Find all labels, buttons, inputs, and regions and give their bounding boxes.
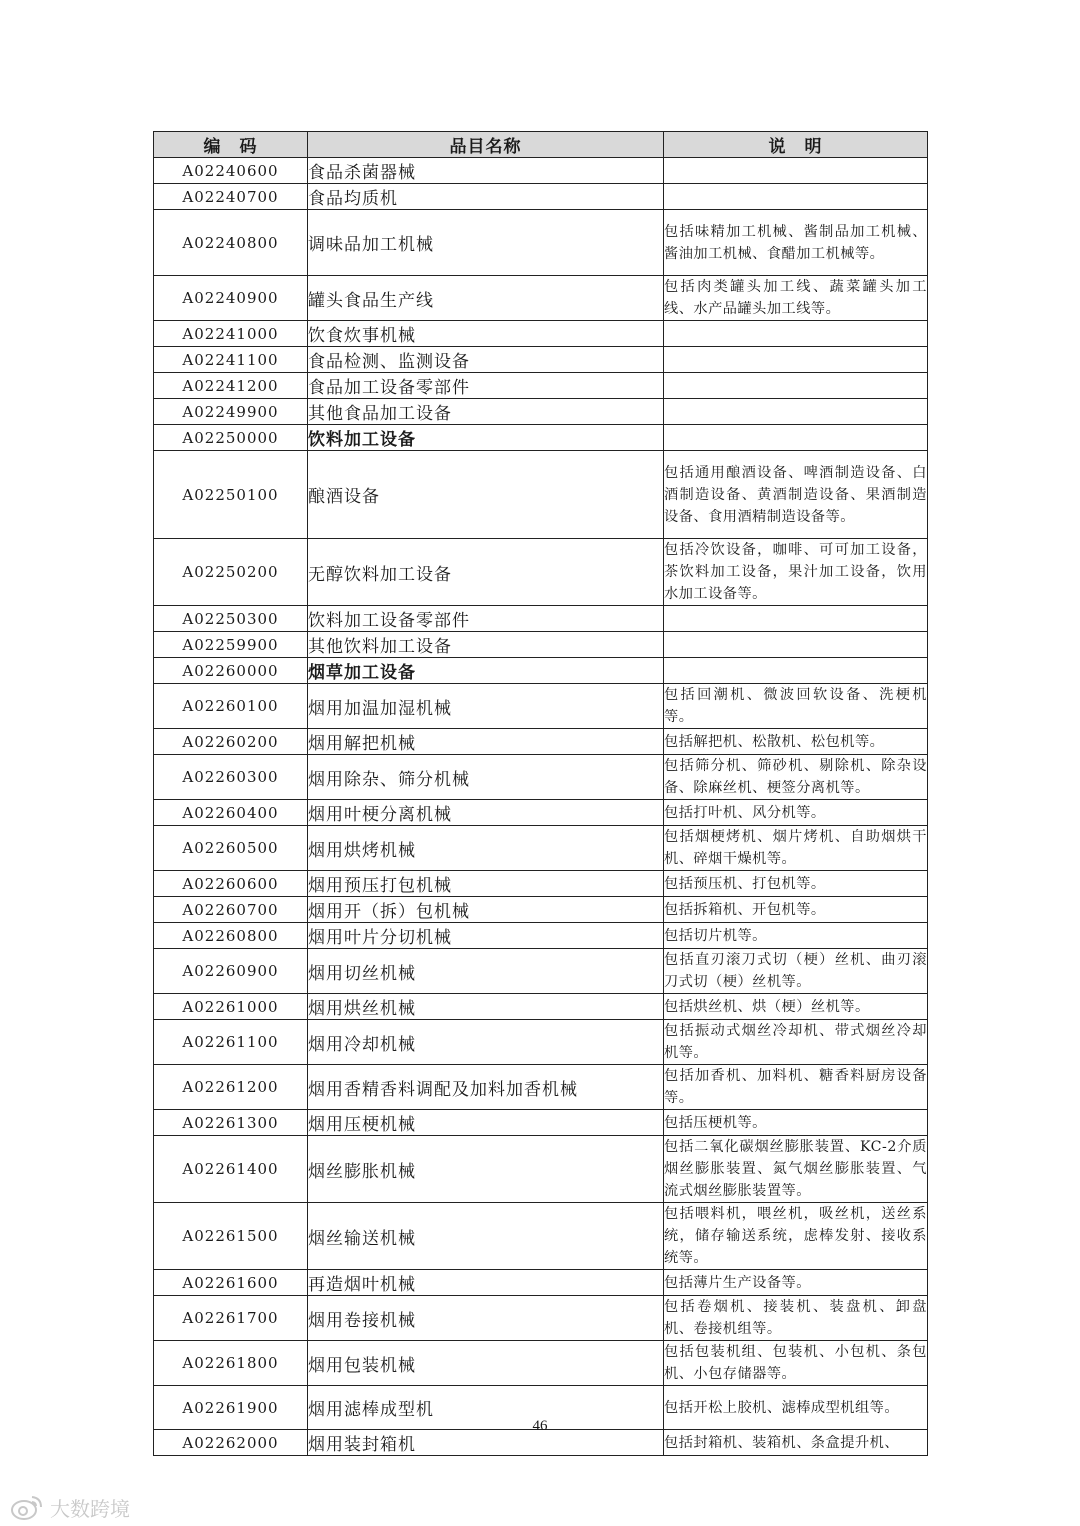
row-code: A02241000 (154, 321, 308, 347)
row-item-name: 调味品加工机械 (308, 210, 664, 276)
row-code: A02240700 (154, 184, 308, 210)
table-row (154, 1136, 928, 1203)
table-row (154, 994, 928, 1020)
table-row (154, 425, 928, 451)
row-code: A02261600 (154, 1270, 308, 1296)
row-note (664, 399, 928, 425)
table-row (154, 606, 928, 632)
row-item-name: 烟用包装机械 (308, 1341, 664, 1386)
row-item-name: 烟用装封箱机 (308, 1430, 664, 1456)
row-item-name: 其他食品加工设备 (308, 399, 664, 425)
row-item-name: 无醇饮料加工设备 (308, 539, 664, 606)
row-note: 包括切片机等。 (664, 923, 928, 949)
row-note: 包括拆箱机、开包机等。 (664, 897, 928, 923)
row-code: A02261400 (154, 1136, 308, 1203)
table-row (154, 897, 928, 923)
row-note: 包括开松上胶机、滤棒成型机组等。 (664, 1386, 928, 1430)
row-note: 包括薄片生产设备等。 (664, 1270, 928, 1296)
row-code: A02261300 (154, 1110, 308, 1136)
row-note: 包括通用酿酒设备、啤酒制造设备、白酒制造设备、黄酒制造设备、果酒制造设备、食用酒精制造设备等。 (664, 451, 928, 539)
page-number: 46 (532, 1418, 548, 1434)
row-code: A02261800 (154, 1341, 308, 1386)
row-code: A02240600 (154, 158, 308, 184)
catalog-table (153, 131, 928, 1456)
row-item-name: 酿酒设备 (308, 451, 664, 539)
table-header-row (154, 132, 928, 158)
row-code: A02260500 (154, 826, 308, 871)
row-note (664, 632, 928, 658)
row-item-name: 烟用烘烤机械 (308, 826, 664, 871)
table-row (154, 632, 928, 658)
row-code: A02260100 (154, 684, 308, 729)
row-code: A02240900 (154, 276, 308, 321)
row-item-name: 食品加工设备零部件 (308, 373, 664, 399)
header-note: 说 明 (664, 132, 928, 158)
table-row (154, 1296, 928, 1341)
row-note: 包括包装机组、包装机、小包机、条包机、小包存储器等。 (664, 1341, 928, 1386)
row-note: 包括封箱机、装箱机、条盒提升机、 (664, 1430, 928, 1456)
row-note: 包括压梗机等。 (664, 1110, 928, 1136)
row-code: A02260000 (154, 658, 308, 684)
row-note: 包括预压机、打包机等。 (664, 871, 928, 897)
row-note: 包括解把机、松散机、松包机等。 (664, 729, 928, 755)
row-code: A02262000 (154, 1430, 308, 1456)
table-body (154, 158, 928, 1456)
row-code: A02260800 (154, 923, 308, 949)
row-item-name: 烟丝输送机械 (308, 1203, 664, 1270)
table-row (154, 1270, 928, 1296)
row-code: A02260400 (154, 800, 308, 826)
row-item-name: 烟用冷却机械 (308, 1020, 664, 1065)
row-item-name: 烟用滤棒成型机 (308, 1386, 664, 1430)
row-note: 包括喂料机，喂丝机，吸丝机，送丝系统，储存输送系统，虑棒发射、接收系统等。 (664, 1203, 928, 1270)
table-row (154, 800, 928, 826)
row-item-name: 食品检测、监测设备 (308, 347, 664, 373)
row-code: A02249900 (154, 399, 308, 425)
table-row (154, 1203, 928, 1270)
table-row (154, 1065, 928, 1110)
table-row (154, 210, 928, 276)
table-row (154, 826, 928, 871)
row-code: A02250000 (154, 425, 308, 451)
row-item-name: 烟用卷接机械 (308, 1296, 664, 1341)
watermark-text: 大数跨境 (50, 1496, 130, 1521)
row-code: A02261500 (154, 1203, 308, 1270)
row-category-name: 饮料加工设备 (308, 425, 664, 451)
row-code: A02241100 (154, 347, 308, 373)
row-note (664, 158, 928, 184)
row-item-name: 再造烟叶机械 (308, 1270, 664, 1296)
row-item-name: 烟用切丝机械 (308, 949, 664, 994)
row-note: 包括卷烟机、接装机、装盘机、卸盘机、卷接机组等。 (664, 1296, 928, 1341)
row-code: A02261900 (154, 1386, 308, 1430)
weibo-logo-icon (10, 1493, 44, 1521)
table-row (154, 729, 928, 755)
row-item-name: 烟用叶梗分离机械 (308, 800, 664, 826)
header-code: 编 码 (154, 132, 308, 158)
row-item-name: 烟用香精香料调配及加料加香机械 (308, 1065, 664, 1110)
row-code: A02261100 (154, 1020, 308, 1065)
row-note: 包括肉类罐头加工线、蔬菜罐头加工线、水产品罐头加工线等。 (664, 276, 928, 321)
row-code: A02260700 (154, 897, 308, 923)
row-item-name: 烟用预压打包机械 (308, 871, 664, 897)
watermark (10, 1490, 130, 1524)
row-note: 包括打叶机、风分机等。 (664, 800, 928, 826)
table-row (154, 658, 928, 684)
table-row (154, 1020, 928, 1065)
row-note: 包括筛分机、筛砂机、剔除机、除杂设备、除麻丝机、梗签分离机等。 (664, 755, 928, 800)
row-item-name: 烟用解把机械 (308, 729, 664, 755)
table-row (154, 347, 928, 373)
row-item-name: 饮料加工设备零部件 (308, 606, 664, 632)
row-note: 包括冷饮设备，咖啡、可可加工设备，茶饮料加工设备，果汁加工设备，饮用水加工设备等。 (664, 539, 928, 606)
row-note (664, 606, 928, 632)
row-code: A02240800 (154, 210, 308, 276)
row-item-name: 烟用除杂、筛分机械 (308, 755, 664, 800)
row-code: A02250200 (154, 539, 308, 606)
row-note: 包括直刃滚刀式切（梗）丝机、曲刃滚刀式切（梗）丝机等。 (664, 949, 928, 994)
row-note: 包括振动式烟丝冷却机、带式烟丝冷却机等。 (664, 1020, 928, 1065)
row-code: A02261700 (154, 1296, 308, 1341)
row-code: A02259900 (154, 632, 308, 658)
row-note (664, 184, 928, 210)
row-category-name: 烟草加工设备 (308, 658, 664, 684)
row-note: 包括加香机、加料机、糖香料厨房设备等。 (664, 1065, 928, 1110)
row-note (664, 425, 928, 451)
table-row (154, 158, 928, 184)
header-name: 品目名称 (308, 132, 664, 158)
row-item-name: 烟用加温加湿机械 (308, 684, 664, 729)
row-code: A02260300 (154, 755, 308, 800)
row-note (664, 373, 928, 399)
table-row (154, 373, 928, 399)
row-note (664, 321, 928, 347)
row-item-name: 烟用压梗机械 (308, 1110, 664, 1136)
row-note: 包括烘丝机、烘（梗）丝机等。 (664, 994, 928, 1020)
row-item-name: 食品杀菌器械 (308, 158, 664, 184)
row-code: A02260600 (154, 871, 308, 897)
table-row (154, 451, 928, 539)
table-row (154, 1110, 928, 1136)
row-code: A02241200 (154, 373, 308, 399)
row-item-name: 饮食炊事机械 (308, 321, 664, 347)
row-note (664, 347, 928, 373)
row-note: 包括二氧化碳烟丝膨胀装置、KC-2介质烟丝膨胀装置、氮气烟丝膨胀装置、气流式烟丝膨胀装置等。 (664, 1136, 928, 1203)
row-item-name: 食品均质机 (308, 184, 664, 210)
row-item-name: 烟丝膨胀机械 (308, 1136, 664, 1203)
row-item-name: 烟用开（拆）包机械 (308, 897, 664, 923)
table-row (154, 184, 928, 210)
table-row (154, 871, 928, 897)
row-note: 包括烟梗烤机、烟片烤机、自助烟烘干机、碎烟干燥机等。 (664, 826, 928, 871)
table-row (154, 321, 928, 347)
row-code: A02250300 (154, 606, 308, 632)
table-row (154, 949, 928, 994)
table-row (154, 539, 928, 606)
row-note (664, 658, 928, 684)
row-code: A02260900 (154, 949, 308, 994)
table-row (154, 755, 928, 800)
row-code: A02260200 (154, 729, 308, 755)
row-note: 包括回潮机、微波回软设备、洗梗机等。 (664, 684, 928, 729)
row-item-name: 烟用烘丝机械 (308, 994, 664, 1020)
table-row (154, 1341, 928, 1386)
table-row (154, 276, 928, 321)
table-row (154, 923, 928, 949)
row-item-name: 烟用叶片分切机械 (308, 923, 664, 949)
row-code: A02261200 (154, 1065, 308, 1110)
row-item-name: 其他饮料加工设备 (308, 632, 664, 658)
table-row (154, 684, 928, 729)
table-row (154, 399, 928, 425)
row-code: A02261000 (154, 994, 308, 1020)
row-note: 包括味精加工机械、酱制品加工机械、酱油加工机械、食醋加工机械等。 (664, 210, 928, 276)
row-code: A02250100 (154, 451, 308, 539)
row-item-name: 罐头食品生产线 (308, 276, 664, 321)
